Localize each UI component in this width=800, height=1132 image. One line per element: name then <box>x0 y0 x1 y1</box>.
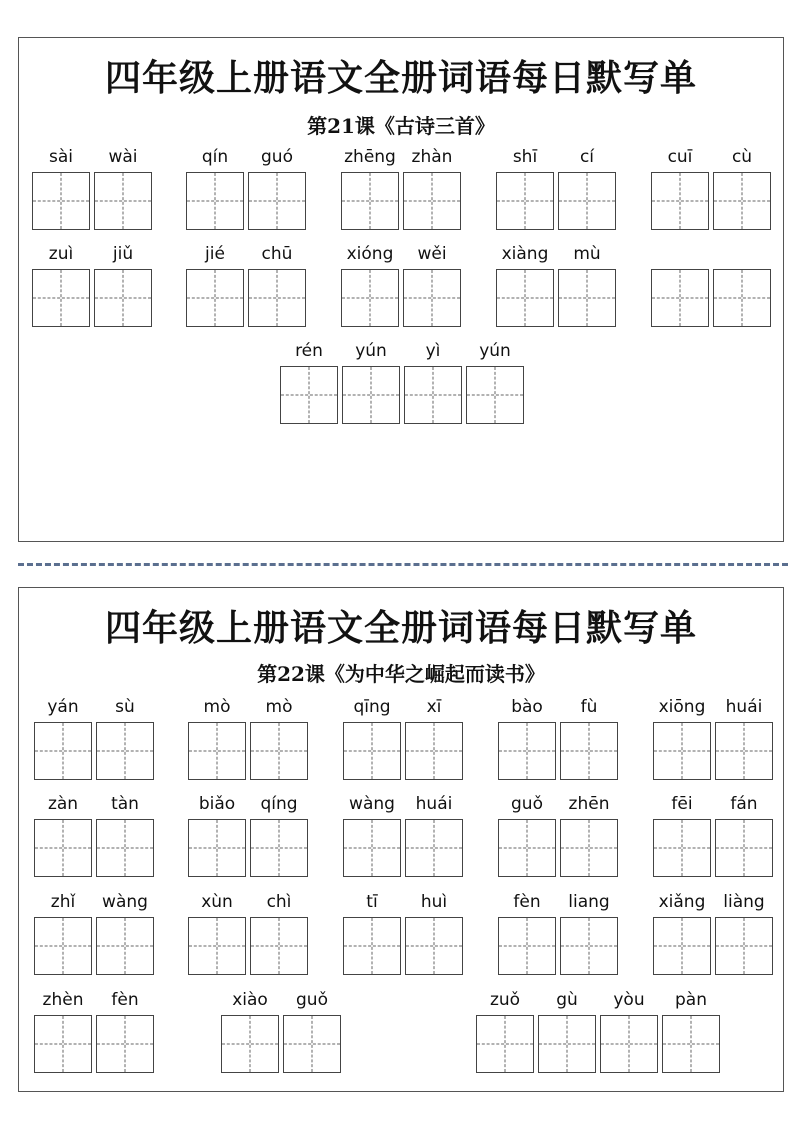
pinyin-label: chì <box>266 892 292 912</box>
pinyin-label: tī <box>366 892 378 912</box>
tianzige-writing-cell[interactable] <box>283 1015 341 1073</box>
tianzige-writing-cell[interactable] <box>341 172 399 230</box>
tianzige-writing-cell[interactable] <box>280 366 338 424</box>
pinyin-label: zàn <box>47 794 79 814</box>
pinyin-label: fù <box>580 697 598 717</box>
pinyin-label: zhǐ <box>50 892 76 912</box>
tianzige-writing-cell[interactable] <box>343 917 401 975</box>
tianzige-writing-cell[interactable] <box>34 1015 92 1073</box>
tianzige-writing-cell[interactable] <box>32 172 90 230</box>
tianzige-writing-cell[interactable] <box>653 917 711 975</box>
pinyin-label: biǎo <box>198 794 236 814</box>
tianzige-writing-cell[interactable] <box>32 269 90 327</box>
tianzige-writing-cell[interactable] <box>94 269 152 327</box>
pinyin-label: qín <box>201 147 229 167</box>
tianzige-writing-cell[interactable] <box>405 917 463 975</box>
tianzige-writing-cell[interactable] <box>94 172 152 230</box>
tianzige-writing-cell[interactable] <box>560 722 618 780</box>
tianzige-writing-cell[interactable] <box>466 366 524 424</box>
tianzige-writing-cell[interactable] <box>342 366 400 424</box>
tianzige-writing-cell[interactable] <box>186 172 244 230</box>
tianzige-writing-cell[interactable] <box>560 819 618 877</box>
tianzige-writing-cell[interactable] <box>653 722 711 780</box>
pinyin-label: tàn <box>111 794 139 814</box>
pinyin-label: zhèn <box>42 990 84 1010</box>
pinyin-label: wàng <box>349 794 395 814</box>
tianzige-writing-cell[interactable] <box>713 269 771 327</box>
pinyin-label: bào <box>511 697 543 717</box>
pinyin-label: xióng <box>346 244 394 264</box>
pinyin-label: chū <box>261 244 293 264</box>
pinyin-label: shī <box>512 147 538 167</box>
tianzige-writing-cell[interactable] <box>341 269 399 327</box>
tianzige-writing-cell[interactable] <box>496 172 554 230</box>
tianzige-writing-cell[interactable] <box>221 1015 279 1073</box>
tianzige-writing-cell[interactable] <box>558 269 616 327</box>
pinyin-label: huái <box>725 697 763 717</box>
pinyin-label: xiōng <box>658 697 706 717</box>
pinyin-label: mò <box>265 697 293 717</box>
tianzige-writing-cell[interactable] <box>405 819 463 877</box>
pinyin-label: qíng <box>260 794 298 814</box>
pinyin-label: xiào <box>232 990 268 1010</box>
pinyin-label: cí <box>579 147 595 167</box>
sheet-title: 四年级上册语文全册词语每日默写单 <box>104 57 697 99</box>
tianzige-writing-cell[interactable] <box>343 819 401 877</box>
pinyin-label: huái <box>415 794 453 814</box>
pinyin-label: xùn <box>201 892 233 912</box>
tianzige-writing-cell[interactable] <box>715 722 773 780</box>
tianzige-writing-cell[interactable] <box>651 172 709 230</box>
section-divider <box>18 563 788 566</box>
pinyin-label: mò <box>203 697 231 717</box>
tianzige-writing-cell[interactable] <box>248 269 306 327</box>
worksheet-panel-2 <box>18 587 784 1092</box>
pinyin-label: fèn <box>513 892 541 912</box>
pinyin-label: xī <box>426 697 442 717</box>
pinyin-label: liàng <box>723 892 765 912</box>
pinyin-label: yòu <box>613 990 645 1010</box>
tianzige-writing-cell[interactable] <box>653 819 711 877</box>
tianzige-writing-cell[interactable] <box>498 917 556 975</box>
pinyin-label: yán <box>47 697 79 717</box>
tianzige-writing-cell[interactable] <box>600 1015 658 1073</box>
tianzige-writing-cell[interactable] <box>403 172 461 230</box>
tianzige-writing-cell[interactable] <box>558 172 616 230</box>
tianzige-writing-cell[interactable] <box>96 917 154 975</box>
tianzige-writing-cell[interactable] <box>250 917 308 975</box>
pinyin-label: zhēng <box>344 147 396 167</box>
pinyin-label: guǒ <box>511 794 543 814</box>
tianzige-writing-cell[interactable] <box>476 1015 534 1073</box>
pinyin-label: xiàng <box>501 244 549 264</box>
tianzige-writing-cell[interactable] <box>250 819 308 877</box>
pinyin-label: yì <box>425 341 441 361</box>
tianzige-writing-cell[interactable] <box>538 1015 596 1073</box>
pinyin-label: wěi <box>417 244 447 264</box>
tianzige-writing-cell[interactable] <box>96 819 154 877</box>
tianzige-writing-cell[interactable] <box>96 722 154 780</box>
tianzige-writing-cell[interactable] <box>498 819 556 877</box>
tianzige-writing-cell[interactable] <box>405 722 463 780</box>
pinyin-label: gù <box>556 990 578 1010</box>
tianzige-writing-cell[interactable] <box>188 819 246 877</box>
tianzige-writing-cell[interactable] <box>560 917 618 975</box>
pinyin-label: rén <box>295 341 323 361</box>
tianzige-writing-cell[interactable] <box>250 722 308 780</box>
tianzige-writing-cell[interactable] <box>34 917 92 975</box>
pinyin-label: cuī <box>667 147 693 167</box>
worksheet-panel-1 <box>18 37 784 542</box>
pinyin-label: huì <box>420 892 448 912</box>
pinyin-label: yún <box>479 341 511 361</box>
pinyin-label: fèn <box>111 990 139 1010</box>
pinyin-label: fēi <box>671 794 693 814</box>
tianzige-writing-cell[interactable] <box>713 172 771 230</box>
sheet-title: 四年级上册语文全册词语每日默写单 <box>104 607 697 649</box>
pinyin-label: wàng <box>102 892 148 912</box>
pinyin-label: mù <box>573 244 601 264</box>
lesson-title: 第22课《为中华之崛起而读书》 <box>257 662 545 686</box>
tianzige-writing-cell[interactable] <box>96 1015 154 1073</box>
pinyin-label: qīng <box>353 697 391 717</box>
tianzige-writing-cell[interactable] <box>34 819 92 877</box>
pinyin-label: liang <box>568 892 610 912</box>
pinyin-label: zuǒ <box>489 990 521 1010</box>
tianzige-writing-cell[interactable] <box>343 722 401 780</box>
pinyin-label: zhàn <box>411 147 453 167</box>
pinyin-label: jié <box>205 244 225 264</box>
tianzige-writing-cell[interactable] <box>186 269 244 327</box>
pinyin-label: xiǎng <box>658 892 706 912</box>
tianzige-writing-cell[interactable] <box>188 917 246 975</box>
pinyin-label: wài <box>108 147 138 167</box>
lesson-title: 第21课《古诗三首》 <box>307 114 495 138</box>
pinyin-label: fán <box>730 794 758 814</box>
pinyin-label: guó <box>261 147 293 167</box>
tianzige-writing-cell[interactable] <box>715 917 773 975</box>
tianzige-writing-cell[interactable] <box>403 269 461 327</box>
pinyin-label: pàn <box>675 990 707 1010</box>
pinyin-label: cù <box>731 147 753 167</box>
tianzige-writing-cell[interactable] <box>651 269 709 327</box>
pinyin-label: sù <box>115 697 135 717</box>
tianzige-writing-cell[interactable] <box>662 1015 720 1073</box>
pinyin-label: zhēn <box>568 794 610 814</box>
tianzige-writing-cell[interactable] <box>188 722 246 780</box>
tianzige-writing-cell[interactable] <box>404 366 462 424</box>
pinyin-label: yún <box>355 341 387 361</box>
tianzige-writing-cell[interactable] <box>248 172 306 230</box>
pinyin-label: guǒ <box>296 990 328 1010</box>
pinyin-label: jiǔ <box>112 244 134 264</box>
tianzige-writing-cell[interactable] <box>715 819 773 877</box>
pinyin-label: sài <box>49 147 73 167</box>
tianzige-writing-cell[interactable] <box>496 269 554 327</box>
pinyin-label: zuì <box>48 244 74 264</box>
tianzige-writing-cell[interactable] <box>34 722 92 780</box>
tianzige-writing-cell[interactable] <box>498 722 556 780</box>
